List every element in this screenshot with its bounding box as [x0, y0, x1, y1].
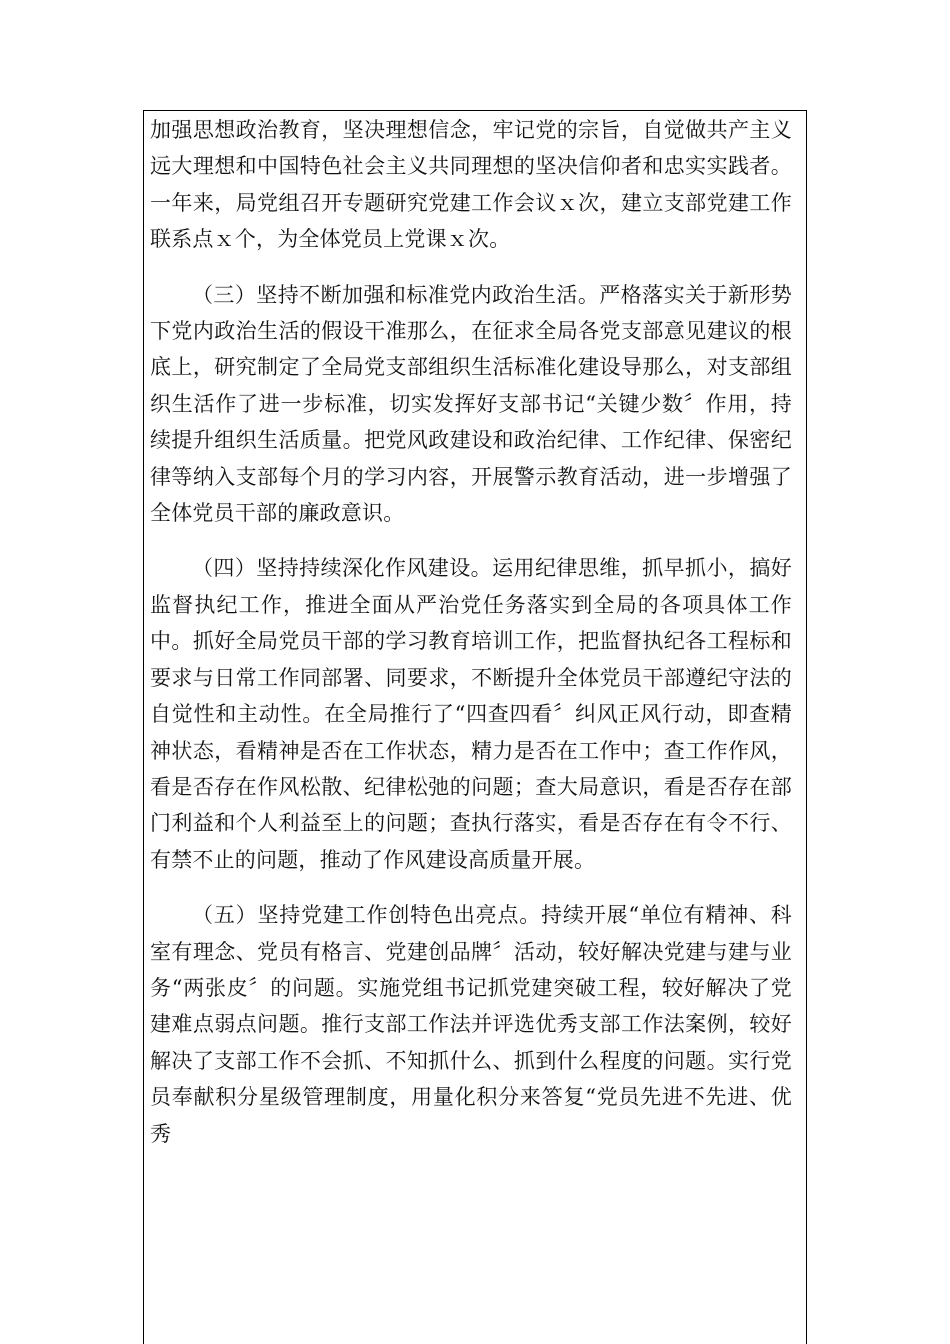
document-page: [143, 110, 807, 1344]
paragraph-section-5: （五）坚持党建工作创特色出亮点。持续开展“单位有精神、科室有理念、党员有格言、党建创品牌〞活动，较好解决党建与建与业务“两张皮〞的问题。实施党组书记抓党建突破工程，较好解决了党建难点弱点问题。推行支部工作法并评选优秀支部工作法案例，较好解决了支部工作不会抓、不知抓什么、抓到什么程度的问题。实行党员奉献积分星级管理制度，用量化积分来答复“党员先进不先进、优秀: [150, 903, 792, 1146]
document-body: [144, 111, 808, 1152]
paragraph-section-4: （四）坚持持续深化作风建设。运用纪律思维，抓早抓小，搞好监督执纪工作，推进全面从严治党任务落实到全局的各项具体工作中。抓好全局党员干部的学习教育培训工作，把监督执纪各工程标和要求与日常工作同部署、同要求，不断提升全体党员干部遵纪守法的自觉性和主动性。在全局推行了“四查四看〞纠风正风行动，即查精神状态，看精神是否在工作状态，精力是否在工作中；查工作作风，看是否存在作风松散、纪律松弛的问题；查大局意识，看是否存在部门利益和个人利益至上的问题；查执行落实，看是否存在有令不行、有禁不止的问题，推动了作风建设高质量开展。: [150, 556, 792, 872]
paragraph-continuation: 加强思想政治教育，坚决理想信念，牢记党的宗旨，自觉做共产主义远大理想和中国特色社会主义共同理想的坚决信仰者和忠实实践者。一年来，局党组召开专题研究党建工作会议ｘ次，建立支部党建工作联系点ｘ个，为全体党员上党课ｘ次。: [150, 118, 792, 252]
paragraph-section-3: （三）坚持不断加强和标准党内政治生活。严格落实关于新形势下党内政治生活的假设干准那么，在征求全局各党支部意见建议的根底上，研究制定了全局党支部组织生活标准化建设导那么，对支部组织生活作了进一步标准，切实发挥好支部书记“关键少数〞作用，持续提升组织生活质量。把党风政建设和政治纪律、工作纪律、保密纪律等纳入支部每个月的学习内容，开展警示教育活动，进一步增强了全体党员干部的廉政意识。: [150, 282, 792, 526]
